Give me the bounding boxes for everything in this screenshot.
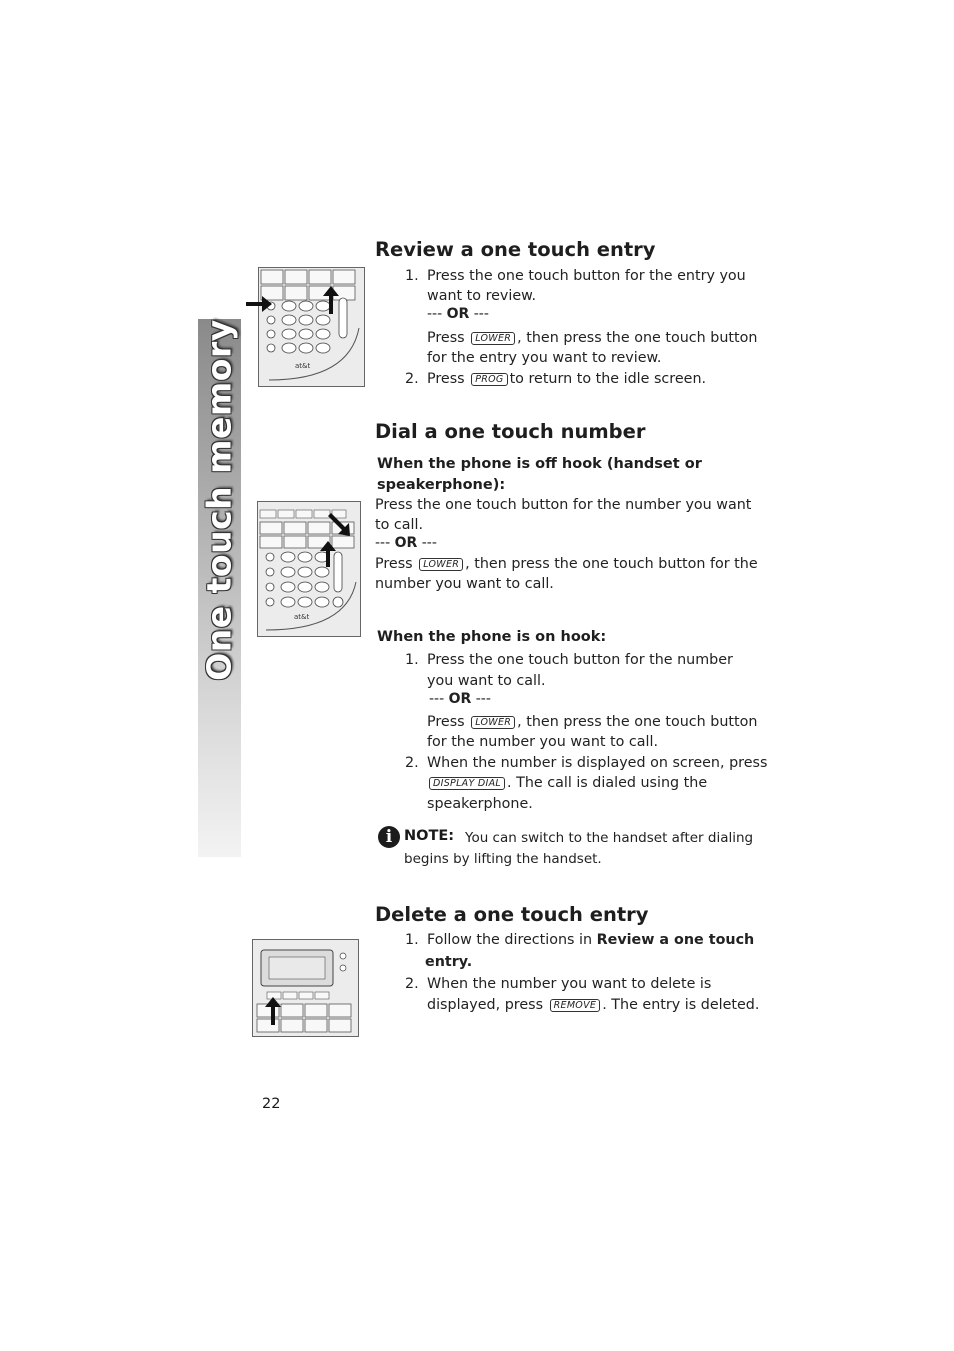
sidebar-title: One touch memory [199,319,239,681]
arrow-up-icon [320,541,336,567]
delete-step2-num: 2. [405,976,419,992]
review-alt-line1: Press LOWER , then press the one touch button [427,330,758,346]
note-line2: begins by lifting the handset. [404,851,602,867]
remove-key: REMOVE [550,999,601,1012]
onhook-step2-line2: DISPLAY DIAL . The call is dialed using the [427,773,707,794]
onhook-or-separator: --- OR --- [429,691,491,707]
prog-key: PROG [471,373,507,386]
arrow-diagonal-icon [326,512,350,536]
offhook-alt-line1: Press LOWER , then press the one touch button for the [375,556,758,572]
arrow-right-icon [246,296,272,312]
dial-heading: Dial a one touch number [375,420,646,443]
onhook-step2-num: 2. [405,755,419,771]
page-number: 22 [262,1096,281,1112]
note-line1: You can switch to the handset after dialing [465,830,754,846]
delete-step1-line1: Follow the directions in Review a one touch [427,932,755,948]
offhook-heading-line1: When the phone is off hook (handset or [377,456,702,472]
delete-step1-line2: entry. [425,954,473,970]
onhook-alt-line1: Press LOWER , then press the one touch button [427,714,758,730]
review-step2-num: 2. [405,371,419,387]
phone-keypad-illustration [258,267,365,387]
offhook-line2: to call. [375,517,424,533]
delete-heading: Delete a one touch entry [375,903,649,926]
onhook-alt-line2: for the number you want to call. [427,734,659,750]
onhook-step2-line3: speakerphone. [427,796,533,812]
review-heading: Review a one touch entry [375,238,656,261]
review-step1-line2: want to review. [427,288,537,304]
arrow-up-icon [265,997,281,1025]
delete-step2-line1: When the number you want to delete is [427,976,712,992]
delete-step1-num: 1. [405,932,419,948]
onhook-step1-line2: you want to call. [427,673,546,689]
lower-key: LOWER [471,716,515,729]
arrow-up-icon [323,286,339,314]
svg-text:at&t: at&t [295,362,311,370]
review-step2-line: Press PROG to return to the idle screen. [427,371,707,387]
info-icon: i [378,826,400,848]
lower-key: LOWER [471,332,515,345]
onhook-step2-line1: When the number is displayed on screen, press [427,755,768,771]
offhook-heading-line2: speakerphone): [377,477,506,493]
review-step1-num: 1. [405,268,419,284]
review-step1-line1: Press the one touch button for the entry you [427,268,746,284]
onhook-heading: When the phone is on hook: [377,629,607,645]
review-or-separator: --- OR --- [427,306,489,322]
lower-key: LOWER [419,558,463,571]
onhook-step1-num: 1. [405,652,419,668]
onhook-step1-line1: Press the one touch button for the number [427,652,733,668]
note-label: NOTE: [404,828,455,844]
display-dial-key: DISPLAY DIAL [429,777,505,790]
review-alt-line2: for the entry you want to review. [427,350,662,366]
offhook-line1: Press the one touch button for the number you want [375,497,752,513]
offhook-alt-line2: number you want to call. [375,576,554,592]
delete-step2-line2: displayed, press REMOVE . The entry is deleted. [427,997,760,1013]
offhook-or-separator: --- OR --- [375,535,437,551]
svg-text:at&t: at&t [294,613,310,621]
